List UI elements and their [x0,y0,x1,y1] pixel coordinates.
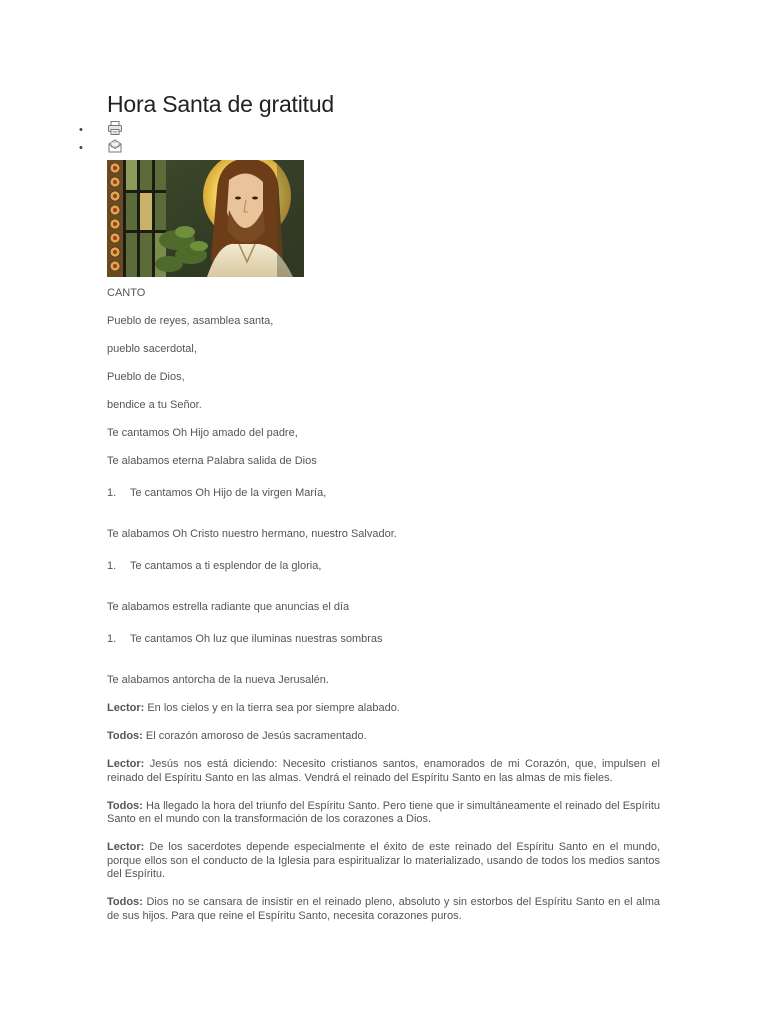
speaker-label: Todos: [107,896,143,908]
speaker-label: Lector: [107,702,145,714]
song-line: Te alabamos Oh Cristo nuestro hermano, nuestro Salvador. [107,528,397,540]
list-item [107,633,660,647]
action-item-email [107,138,660,156]
song-line: Pueblo de Dios, [107,371,185,383]
dialogue-text: Dios no se cansara de insistir en el reinado pleno, absoluto y sin estorbos del Espíritu Santo en el alma de sus hijos. Para que reine el Espíritu Santo, necesita corazones puros. [107,896,661,922]
list-item-text: Te cantamos Oh luz que iluminas nuestras sombras [130,632,383,645]
list-item-text: Te cantamos Oh Hijo de la virgen María, [130,486,327,499]
list-number: 1. [107,559,117,572]
numbered-list [107,560,660,574]
list-item-text: Te cantamos a ti esplendor de la gloria, [130,559,322,572]
song-line: Pueblo de reyes, asamblea santa, [107,315,274,327]
speaker-label: Todos: [107,799,143,812]
song-line: bendice a tu Señor. [107,399,202,411]
list-item [107,487,660,501]
print-icon[interactable] [107,120,123,136]
hero-image [107,160,304,277]
dialogue-text: Jesús nos está diciendo: Necesito cristianos santos, enamorados de mi Corazón, que, impulsen el reinado del Espíritu Santo en las almas. Vendrá el reinado del Espíritu Santo en las almas de mis fieles. [107,758,660,784]
speaker-label: Lector: [107,758,145,770]
dialogue-text: El corazón amoroso de Jesús sacramentado. [145,730,367,742]
numbered-list [107,487,660,501]
email-icon[interactable] [107,138,123,154]
section-heading: CANTO [107,287,146,299]
action-list [107,120,660,156]
dialogue-paragraph [107,730,660,744]
dialogue-paragraph [107,896,660,923]
list-number: 1. [107,632,117,645]
dialogue-paragraph [107,800,660,827]
stained-glass-jesus-image [107,160,304,277]
article [107,90,660,923]
list-number: 1. [107,486,117,499]
dialogue-text: Ha llegado la hora del triunfo del Espíritu Santo. Pero tiene que ir simultáneamente el reinado del Espíritu Santo en el mundo con la transformación de los corazones a Dios. [107,799,661,825]
list-item [107,560,660,574]
dialogue-paragraph [107,841,660,882]
dialogue-text: En los cielos y en la tierra sea por siempre alabado. [147,702,400,714]
song-line: Te alabamos eterna Palabra salida de Dios [107,455,317,467]
action-item-print [107,120,660,138]
speaker-label: Lector: [107,841,145,853]
song-line: Te alabamos antorcha de la nueva Jerusalén. [107,674,329,686]
page-title: Hora Santa de gratitud [107,91,335,117]
speaker-label: Todos: [107,730,143,742]
song-line: Te cantamos Oh Hijo amado del padre, [107,427,298,439]
dialogue-paragraph [107,758,660,785]
song-line: pueblo sacerdotal, [107,343,197,355]
dialogue-paragraph [107,702,660,716]
numbered-list [107,633,660,647]
dialogue-text: De los sacerdotes depende especialmente el éxito de este reinado del Espíritu Santo en el mundo, porque ellos son el conducto de la Iglesia para espiritualizar lo materializado, usando de todos los medios santos del Espíritu. [107,841,661,880]
song-line: Te alabamos estrella radiante que anuncias el día [107,601,350,613]
